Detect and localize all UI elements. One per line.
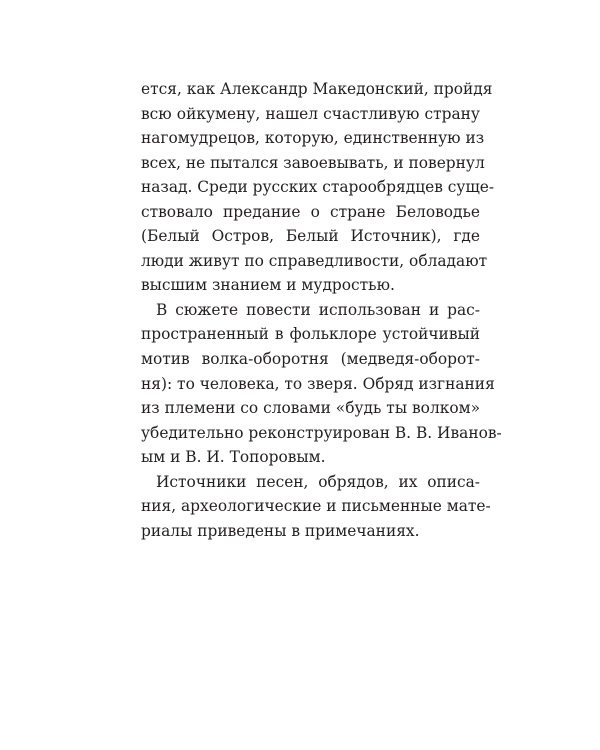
text-line: убедительно реконструирован В. В. Иванов- [141,423,502,442]
paragraph-alexander [141,77,495,298]
text-line: пространенный в фольклоре устойчивый [141,325,480,344]
text-line: из племени со словами «будь ты волком» [141,399,480,418]
text-line: ня): то человека, то зверя. Обряд изгнания [141,374,495,393]
text-line: мотив волка-оборотня (медведя-оборот- [141,350,480,369]
paragraph-werewolf-motif [141,298,502,470]
text-line: ния, археологические и письменные мате- [141,497,491,516]
text-line: высшим знанием и мудростью. [141,276,395,295]
text-line: ствовало предание о стране Беловодье [141,202,480,221]
paragraph-sources [141,470,491,544]
text-line: всех, не пытался завоевывать, и повернул [141,153,485,172]
text-line: назад. Среди русских старообрядцев суще- [141,178,495,197]
text-line: нагомудрецов, которую, единственную из [141,129,485,148]
text-line: В сюжете повести использован и рас- [156,300,480,319]
text-line: Источники песен, обрядов, их описа- [156,472,480,491]
text-line: (Белый Остров, Белый Источник), где [141,227,480,246]
text-line: всю ойкумену, нашел счастливую страну [141,104,480,123]
body-text [141,77,502,543]
text-line: риалы приведены в примечаниях. [141,521,420,540]
text-line: ется, как Александр Македонский, пройдя [141,80,493,98]
text-line: люди живут по справедливости, обладают [141,251,488,270]
text-line: ым и В. И. Топоровым. [141,448,326,467]
